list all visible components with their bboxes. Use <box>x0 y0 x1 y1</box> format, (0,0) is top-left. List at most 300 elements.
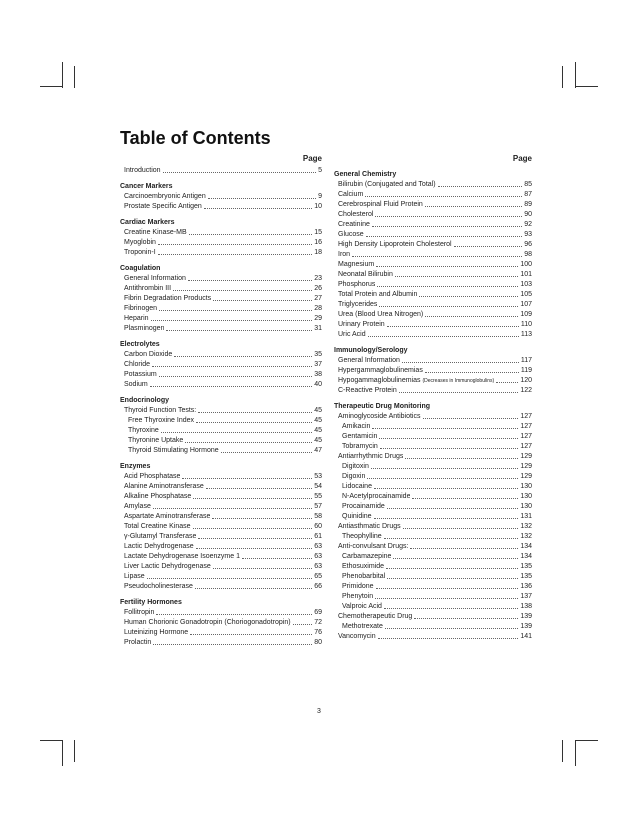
toc-entry-label <box>124 248 156 258</box>
toc-page-number: 132 <box>520 523 532 530</box>
toc-entry[interactable] <box>334 592 532 602</box>
toc-page-number: 63 <box>314 563 322 570</box>
toc-page-number: 80 <box>314 639 322 646</box>
toc-entry-text: Pseudocholinesterase <box>124 583 193 590</box>
toc-page-number: 87 <box>524 191 532 198</box>
toc-entry[interactable] <box>120 492 322 502</box>
toc-page-number: 45 <box>314 417 322 424</box>
dot-leader <box>204 202 312 209</box>
toc-entry-label <box>338 632 376 642</box>
toc-page-number: 120 <box>520 377 532 384</box>
toc-entry[interactable] <box>334 572 532 582</box>
toc-entry-text: Chloride <box>124 361 151 368</box>
toc-page-number: 31 <box>314 325 322 332</box>
toc-entry-text: Carbamazepine <box>342 553 392 560</box>
dot-leader <box>384 602 518 609</box>
toc-entry-text: Carbon Dioxide <box>124 351 173 358</box>
toc-entry-text: Anti-convulsant Drugs: <box>338 543 409 550</box>
toc-page-number: 135 <box>520 563 532 570</box>
toc-entry[interactable] <box>120 284 322 294</box>
toc-entry-text: Primidone <box>342 583 374 590</box>
toc-entry[interactable] <box>334 532 532 542</box>
toc-entry-label <box>338 300 377 310</box>
toc-entry[interactable] <box>120 228 322 238</box>
toc-page-number: 53 <box>314 473 322 480</box>
toc-list <box>120 166 322 648</box>
toc-entry-text: Thyronine Uptake <box>128 437 184 444</box>
dot-leader <box>378 632 519 639</box>
toc-entry[interactable] <box>120 248 322 258</box>
dot-leader <box>379 432 518 439</box>
dot-leader <box>212 512 312 519</box>
toc-entry[interactable] <box>334 320 532 330</box>
toc-entry[interactable] <box>334 290 532 300</box>
toc-page-number: 58 <box>314 513 322 520</box>
toc-entry[interactable] <box>120 202 322 212</box>
dot-leader <box>385 622 518 629</box>
dot-leader <box>147 572 313 579</box>
toc-entry[interactable] <box>334 240 532 250</box>
toc-page-number: 129 <box>520 473 532 480</box>
dot-leader <box>161 426 312 433</box>
toc-entry[interactable] <box>334 552 532 562</box>
dot-leader <box>198 406 312 413</box>
dot-leader <box>190 628 312 635</box>
toc-entry[interactable] <box>334 330 532 340</box>
toc-entry-label <box>342 582 374 592</box>
dot-leader <box>410 542 518 549</box>
toc-entry-label <box>124 192 206 202</box>
toc-entry-label <box>342 532 382 542</box>
toc-entry-label <box>338 230 364 240</box>
dot-leader <box>152 360 312 367</box>
toc-entry-label <box>342 462 369 472</box>
toc-entry-label <box>342 562 384 572</box>
toc-page-number: 141 <box>520 633 532 640</box>
toc-entry-text: Uric Acid <box>338 331 366 338</box>
toc-entry[interactable] <box>120 582 322 592</box>
toc-entry-text: Tobramycin <box>342 443 378 450</box>
toc-entry[interactable] <box>120 532 322 542</box>
dot-leader <box>153 502 312 509</box>
toc-entry-label <box>124 324 164 334</box>
toc-page-number: 138 <box>520 603 532 610</box>
toc-entry-text: Total Protein and Albumin <box>338 291 418 298</box>
toc-page-number: 66 <box>314 583 322 590</box>
toc-entry-label <box>342 472 365 482</box>
toc-entry[interactable] <box>334 432 532 442</box>
toc-page-number: 92 <box>524 221 532 228</box>
toc-entry-text: Urinary Protein <box>338 321 385 328</box>
toc-entry[interactable] <box>120 572 322 582</box>
toc-page-number: 37 <box>314 361 322 368</box>
toc-entry-text: Follitropin <box>124 609 155 616</box>
toc-entry-text: Alkaline Phosphatase <box>124 493 192 500</box>
toc-page-number: 132 <box>520 533 532 540</box>
toc-page-number: 38 <box>314 371 322 378</box>
toc-entry[interactable] <box>334 190 532 200</box>
toc-entry-label <box>124 628 188 638</box>
toc-entry-label <box>124 350 172 360</box>
toc-entry[interactable] <box>334 512 532 522</box>
toc-entry-text: Triglycerides <box>338 301 378 308</box>
dot-leader <box>173 284 312 291</box>
toc-entry-text: Thyroid Function Tests: <box>124 407 197 414</box>
toc-entry-text: Liver Lactic Dehydrogenase <box>124 563 211 570</box>
toc-entry-label <box>338 190 363 200</box>
toc-page-number: 16 <box>314 239 322 246</box>
toc-entry-label <box>124 572 145 582</box>
toc-entry[interactable] <box>120 274 322 284</box>
section-heading: Endocrinology <box>120 397 169 404</box>
section-heading: Cancer Markers <box>120 183 173 190</box>
toc-page-number: 139 <box>520 613 532 620</box>
toc-page-number: 26 <box>314 285 322 292</box>
toc-entry-text: Luteinizing Hormone <box>124 629 189 636</box>
toc-page-number: 29 <box>314 315 322 322</box>
toc-entry-text: General Information <box>124 275 186 282</box>
dot-leader <box>399 386 519 393</box>
toc-entry[interactable] <box>120 512 322 522</box>
toc-entry[interactable] <box>120 472 322 482</box>
toc-entry-label <box>338 412 421 422</box>
toc-page-number: 65 <box>314 573 322 580</box>
toc-entry[interactable] <box>334 300 532 310</box>
toc-entry-text: Gentamicin <box>342 433 378 440</box>
dot-leader <box>189 228 313 235</box>
toc-page-number: 27 <box>314 295 322 302</box>
toc-entry-text: Amylase <box>124 503 151 510</box>
dot-leader <box>182 472 312 479</box>
toc-page-number: 129 <box>520 453 532 460</box>
toc-page-number: 129 <box>520 463 532 470</box>
toc-page-number: 72 <box>314 619 322 626</box>
toc-entry-label <box>124 304 157 314</box>
toc-entry[interactable] <box>334 376 532 386</box>
dot-leader <box>414 612 518 619</box>
toc-entry-label <box>128 426 159 436</box>
toc-entry[interactable] <box>120 294 322 304</box>
dot-leader <box>387 502 519 509</box>
toc-entry[interactable] <box>120 552 322 562</box>
toc-entry[interactable] <box>120 166 322 176</box>
dot-leader <box>438 180 523 187</box>
toc-entry[interactable] <box>120 416 322 426</box>
toc-page-number: 127 <box>520 413 532 420</box>
toc-entry-label <box>338 280 375 290</box>
toc-entry[interactable] <box>334 622 532 632</box>
toc-entry[interactable] <box>120 608 322 618</box>
toc-page-number: 101 <box>520 271 532 278</box>
toc-entry[interactable] <box>120 436 322 446</box>
dot-leader <box>159 304 312 311</box>
toc-entry[interactable] <box>120 618 322 628</box>
toc-entry-text: Antiasthmatic Drugs <box>338 523 401 530</box>
dot-leader <box>393 552 518 559</box>
toc-entry-text: Lidocaine <box>342 483 372 490</box>
toc-entry-text: Methotrexate <box>342 623 383 630</box>
toc-entry-text: Introduction <box>124 167 161 174</box>
dot-leader <box>208 192 316 199</box>
toc-page-number: 9 <box>318 193 322 200</box>
toc-entry-text: Vancomycin <box>338 633 376 640</box>
dot-leader <box>193 522 313 529</box>
toc-entry[interactable] <box>334 220 532 230</box>
toc-entry-text: Ethosuximide <box>342 563 385 570</box>
section-heading: General Chemistry <box>334 171 397 178</box>
toc-page-number: 139 <box>520 623 532 630</box>
toc-page-number: 93 <box>524 231 532 238</box>
toc-entry[interactable] <box>120 324 322 334</box>
dot-leader <box>375 210 522 217</box>
dot-leader <box>293 618 313 625</box>
toc-entry-text: Bilirubin (Conjugated and Total) <box>338 181 436 188</box>
toc-entry[interactable] <box>334 280 532 290</box>
toc-entry[interactable] <box>120 562 322 572</box>
toc-entry[interactable] <box>334 492 532 502</box>
toc-page-number: 122 <box>520 387 532 394</box>
toc-entry-label <box>342 602 382 612</box>
dot-leader <box>419 290 518 297</box>
toc-entry-label <box>342 432 377 442</box>
toc-entry[interactable] <box>334 230 532 240</box>
toc-entry-text: Acid Phosphatase <box>124 473 181 480</box>
toc-entry-text: Lactate Dehydrogenase Isoenzyme 1 <box>124 553 240 560</box>
toc-entry-text: Aspartate Aminotransferase <box>124 513 211 520</box>
toc-entry-label <box>124 532 196 542</box>
toc-entry-text: Phenytoin <box>342 593 374 600</box>
dot-leader <box>159 370 313 377</box>
toc-entry[interactable] <box>120 482 322 492</box>
toc-page-number: 113 <box>520 331 532 338</box>
toc-entry[interactable] <box>334 562 532 572</box>
toc-page-number: 45 <box>314 427 322 434</box>
dot-leader <box>423 412 519 419</box>
toc-entry[interactable] <box>120 192 322 202</box>
toc-entry[interactable] <box>334 482 532 492</box>
section-heading: Enzymes <box>120 463 151 470</box>
toc-entry-text: Digoxin <box>342 473 366 480</box>
toc-entry-label <box>338 542 408 552</box>
dot-leader <box>196 542 313 549</box>
toc-entry-label <box>338 330 366 340</box>
toc-entry-label <box>342 572 385 582</box>
toc-page-number: 130 <box>520 503 532 510</box>
toc-page-number: 54 <box>314 483 322 490</box>
toc-entry-text: Alanine Aminotransferase <box>124 483 204 490</box>
toc-entry[interactable] <box>120 238 322 248</box>
toc-entry-label <box>124 294 211 304</box>
toc-entry[interactable] <box>334 462 532 472</box>
toc-entry-label <box>338 612 412 622</box>
toc-entry-label <box>124 238 156 248</box>
dot-leader <box>368 330 519 337</box>
toc-entry-text: Prostate Specific Antigen <box>124 203 202 210</box>
toc-right-column <box>334 154 532 642</box>
section-heading: Immunology/Serology <box>334 347 408 354</box>
toc-entry[interactable] <box>120 370 322 380</box>
toc-page-number: 40 <box>314 381 322 388</box>
toc-entry[interactable] <box>334 200 532 210</box>
toc-entry-label <box>338 320 385 330</box>
toc-entry[interactable] <box>334 522 532 532</box>
toc-entry[interactable] <box>120 522 322 532</box>
dot-leader <box>412 492 518 499</box>
toc-page-number: 90 <box>524 211 532 218</box>
toc-entry[interactable] <box>120 638 322 648</box>
toc-page-number: 117 <box>520 357 532 364</box>
toc-entry[interactable] <box>120 628 322 638</box>
toc-entry[interactable] <box>334 582 532 592</box>
dot-leader <box>386 562 518 569</box>
toc-entry-label <box>124 274 186 284</box>
toc-entry-label <box>338 376 494 386</box>
toc-entry-text: Magnesium <box>338 261 375 268</box>
toc-entry[interactable] <box>334 210 532 220</box>
toc-entry-text: Potassium <box>124 371 157 378</box>
dot-leader <box>221 446 313 453</box>
toc-page-number: 63 <box>314 553 322 560</box>
dot-leader <box>206 482 312 489</box>
toc-entry-text: Creatine Kinase-MB <box>124 229 187 236</box>
toc-entry-label <box>342 592 373 602</box>
toc-entry[interactable] <box>334 270 532 280</box>
dot-leader <box>198 532 312 539</box>
toc-entry[interactable] <box>334 386 532 396</box>
toc-entry-text: Digitoxin <box>342 463 369 470</box>
toc-entry[interactable] <box>334 442 532 452</box>
toc-entry[interactable] <box>334 472 532 482</box>
toc-entry-text: Valproic Acid <box>342 603 382 610</box>
toc-entry[interactable] <box>334 310 532 320</box>
section-heading: Therapeutic Drug Monitoring <box>334 403 431 410</box>
dot-leader <box>367 472 518 479</box>
toc-entry-text: Free Thyroxine Index <box>128 417 195 424</box>
dot-leader <box>454 240 523 247</box>
toc-page-number: 107 <box>520 301 532 308</box>
toc-entry-text: Amikacin <box>342 423 371 430</box>
toc-list <box>334 170 532 642</box>
toc-page-number: 63 <box>314 543 322 550</box>
toc-page-number: 131 <box>520 513 532 520</box>
toc-page-number: 105 <box>520 291 532 298</box>
dot-leader <box>405 452 518 459</box>
toc-entry-text: High Density Lipoprotein Cholesterol <box>338 241 452 248</box>
toc-entry[interactable] <box>120 446 322 456</box>
toc-page-number: 10 <box>314 203 322 210</box>
toc-entry-label <box>124 542 194 552</box>
dot-leader <box>374 512 519 519</box>
toc-entry-label <box>338 250 350 260</box>
section-heading: Coagulation <box>120 265 161 272</box>
dot-leader <box>374 482 518 489</box>
toc-entry[interactable] <box>334 542 532 552</box>
toc-entry[interactable] <box>120 304 322 314</box>
toc-entry[interactable] <box>334 602 532 612</box>
toc-entry[interactable] <box>120 380 322 390</box>
toc-entry-text: Aminoglycoside Antibiotics <box>338 413 421 420</box>
toc-page-number: 119 <box>520 367 532 374</box>
toc-entry[interactable] <box>334 452 532 462</box>
toc-entry[interactable] <box>334 612 532 622</box>
toc-entry[interactable] <box>334 356 532 366</box>
dot-leader <box>425 200 522 207</box>
dot-leader <box>376 260 518 267</box>
toc-entry[interactable] <box>334 422 532 432</box>
toc-entry-text: γ-Glutamyl Transferase <box>124 533 197 540</box>
toc-entry-label <box>124 472 180 482</box>
toc-page-number: 5 <box>318 167 322 174</box>
dot-leader <box>380 442 519 449</box>
toc-entry[interactable] <box>120 314 322 324</box>
toc-entry[interactable] <box>120 360 322 370</box>
dot-leader <box>150 380 312 387</box>
toc-entry[interactable] <box>334 502 532 512</box>
toc-page-number: 45 <box>314 407 322 414</box>
toc-entry-text: Antiarrhythmic Drugs <box>338 453 404 460</box>
toc-page-number: 89 <box>524 201 532 208</box>
toc-page-number: 61 <box>314 533 322 540</box>
dot-leader <box>384 532 519 539</box>
toc-entry-label <box>338 386 397 396</box>
toc-entry-label <box>338 522 401 532</box>
toc-entry-text: C-Reactive Protein <box>338 387 397 394</box>
toc-entry-label <box>124 522 191 532</box>
toc-entry-text: Quinidine <box>342 513 372 520</box>
toc-entry-label <box>338 260 374 270</box>
toc-page-number: 103 <box>520 281 532 288</box>
toc-entry-label <box>124 562 211 572</box>
toc-entry[interactable] <box>334 260 532 270</box>
toc-entry[interactable] <box>120 426 322 436</box>
dot-leader <box>213 562 312 569</box>
dot-leader <box>366 230 523 237</box>
toc-entry-label <box>342 502 385 512</box>
page-column-header: Page <box>512 154 532 163</box>
toc-entry-label <box>338 210 373 220</box>
dot-leader <box>242 552 312 559</box>
toc-entry-label <box>124 552 240 562</box>
dot-leader <box>387 572 518 579</box>
toc-entry[interactable] <box>334 180 532 190</box>
toc-entry-label <box>342 512 372 522</box>
toc-entry[interactable] <box>334 632 532 642</box>
toc-entry[interactable] <box>120 502 322 512</box>
toc-entry-text: Theophylline <box>342 533 382 540</box>
toc-entry-label <box>124 202 202 212</box>
toc-entry[interactable] <box>334 250 532 260</box>
toc-entry-note: (Decreases in Immunoglobulins) <box>422 378 495 384</box>
dot-leader <box>188 274 312 281</box>
dot-leader <box>151 314 313 321</box>
toc-entry[interactable] <box>120 406 322 416</box>
toc-entry-text: Sodium <box>124 381 148 388</box>
toc-entry[interactable] <box>120 542 322 552</box>
toc-entry[interactable] <box>334 412 532 422</box>
toc-entry-text: Procainamide <box>342 503 385 510</box>
toc-page-number: 136 <box>520 583 532 590</box>
toc-entry-label <box>124 284 171 294</box>
toc-entry-label <box>124 502 151 512</box>
toc-page-number: 100 <box>520 261 532 268</box>
toc-entry[interactable] <box>120 350 322 360</box>
toc-entry-text: Heparin <box>124 315 149 322</box>
toc-page-number: 35 <box>314 351 322 358</box>
dot-leader <box>158 248 313 255</box>
toc-entry[interactable] <box>334 366 532 376</box>
section-heading: Electrolytes <box>120 341 160 348</box>
dot-leader <box>193 492 312 499</box>
